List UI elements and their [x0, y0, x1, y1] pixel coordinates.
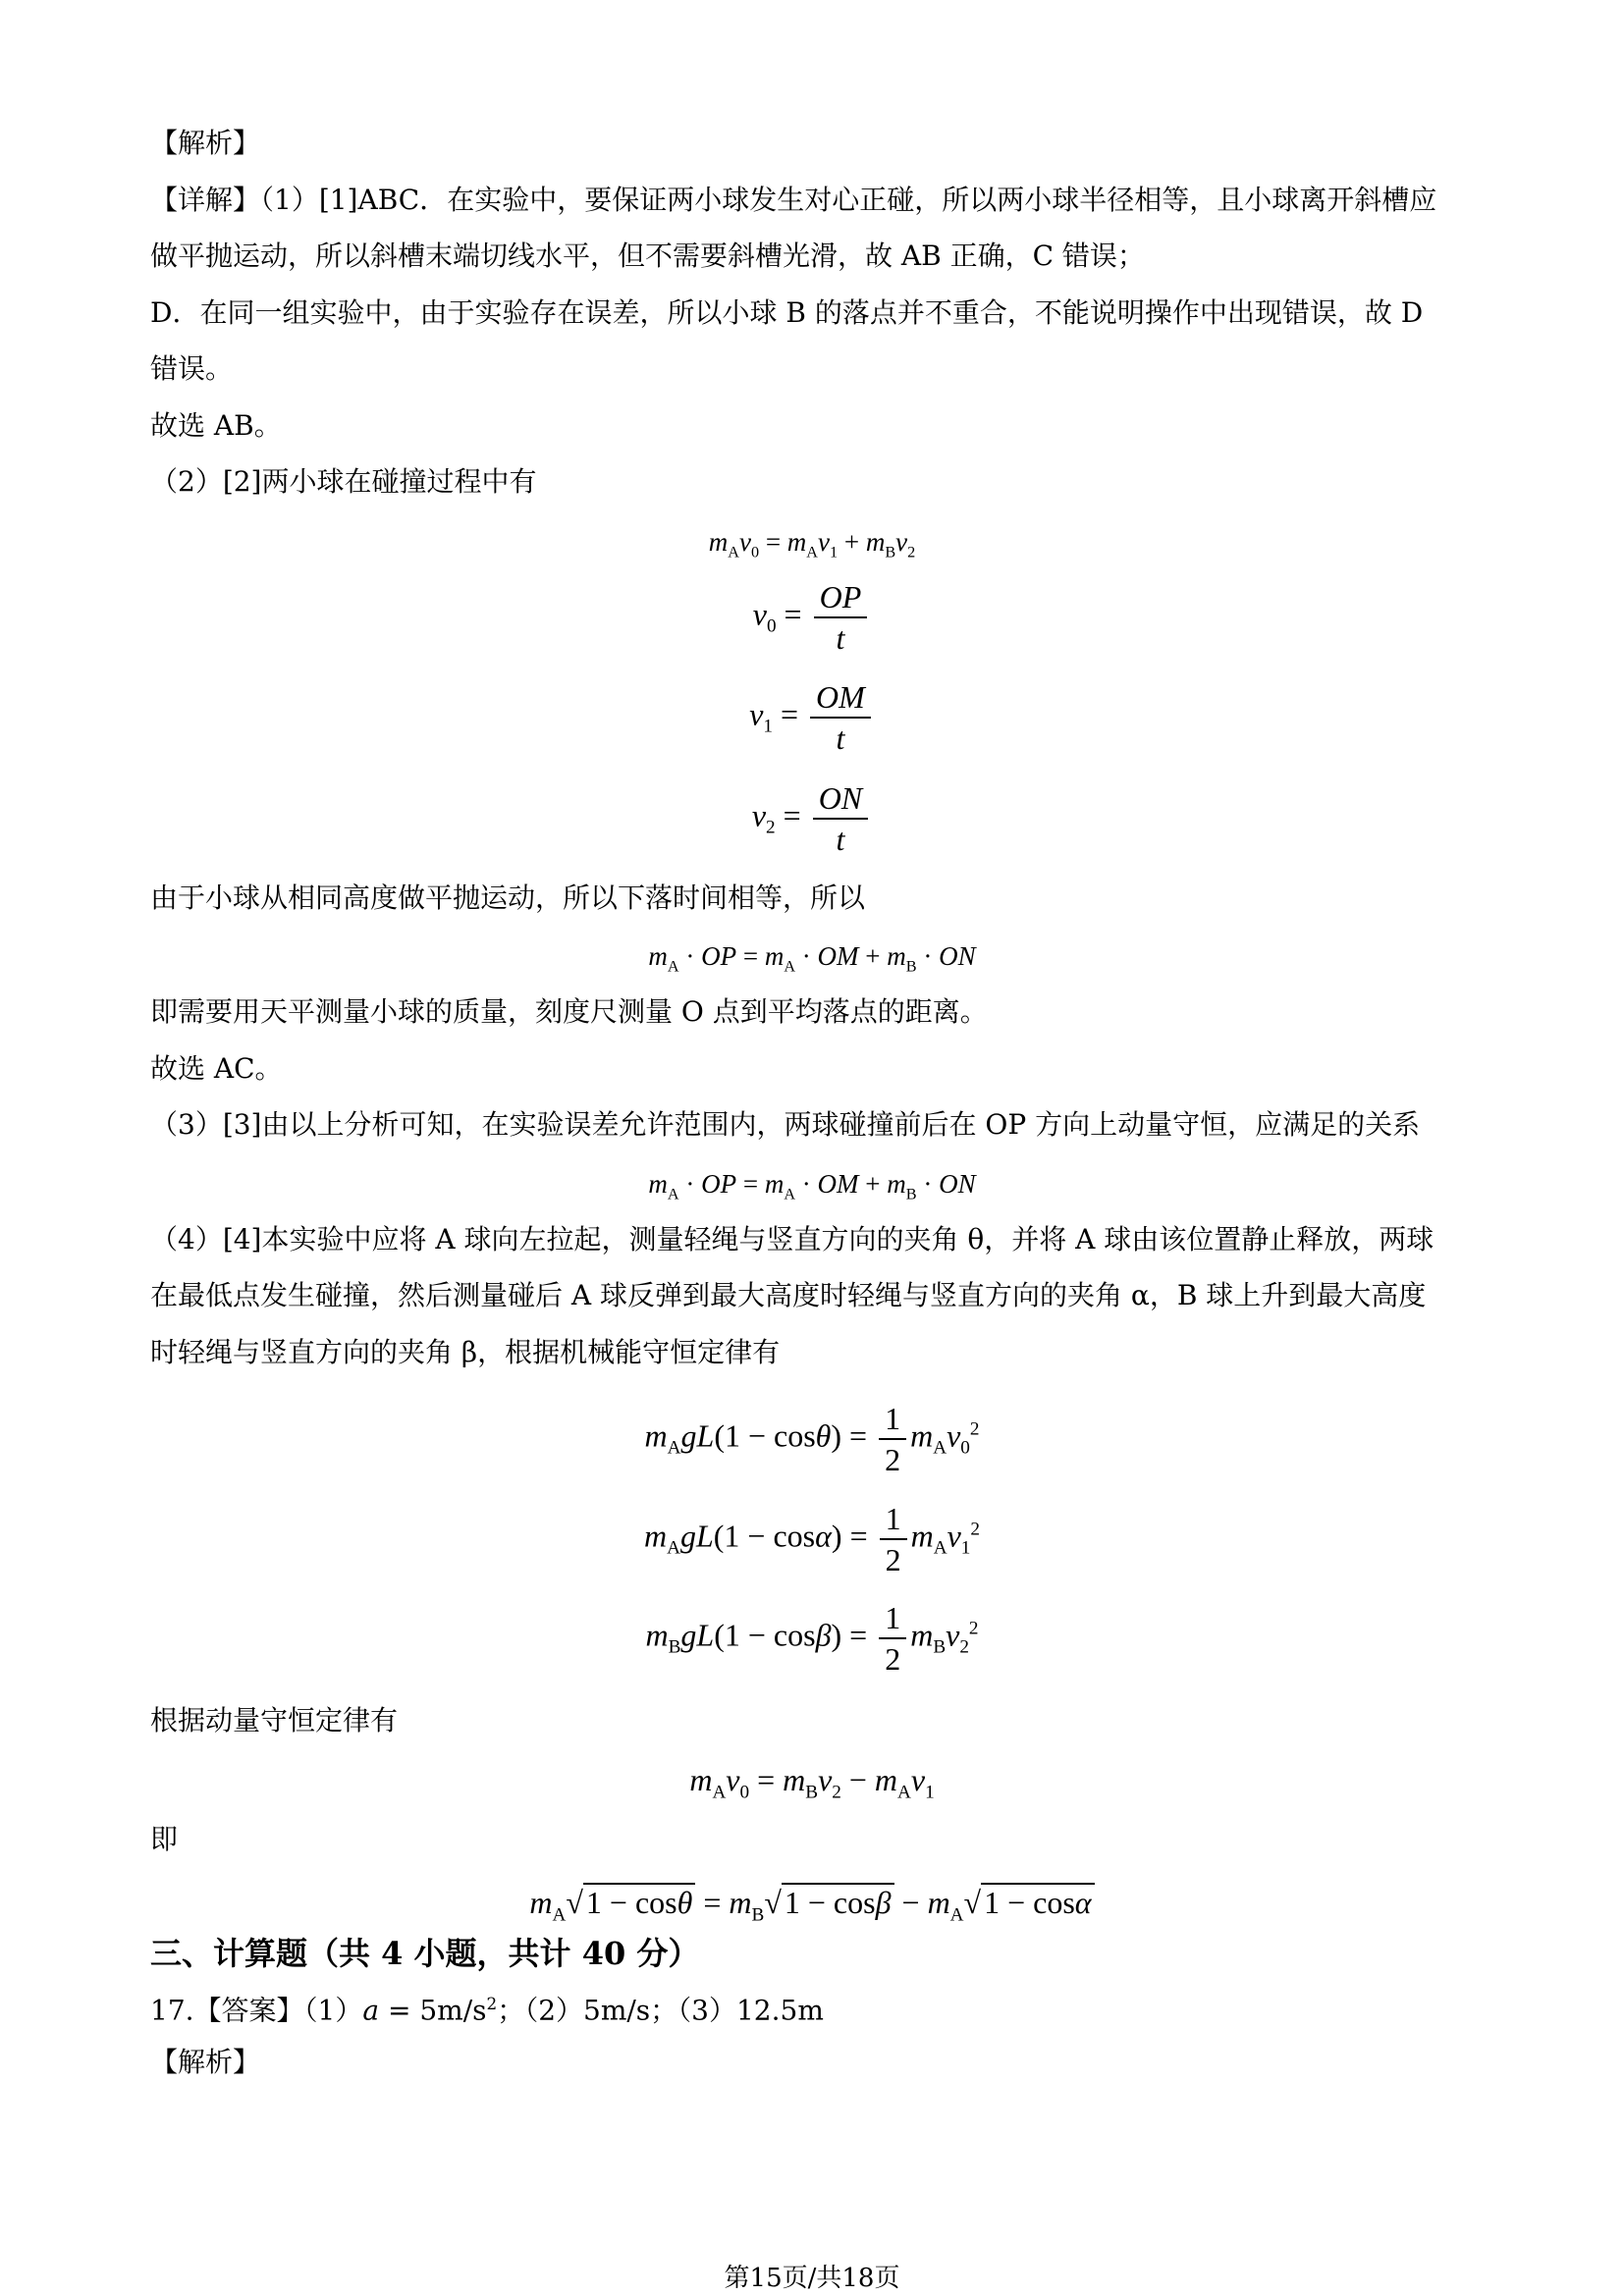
text-line: 根据动量守恒定律有 — [150, 1704, 399, 1736]
equation-v0: $v_0$ = $\frac{OP}{t}$ — [0, 577, 1624, 658]
text-line: 故选 AC。 — [150, 1052, 283, 1085]
equation-final: $m_A√1 - \cos\theta = m_B√1 - \cos\beta - m_A√1 - \cos\alpha$ — [0, 1883, 1624, 1935]
equation-energy-beta: $m_BgL(1 - \cos\beta)$ = $\frac{1}{2}$ $m_Bv_2^2$ — [645, 1600, 979, 1677]
section-heading: 三、计算题（共 4 小题，共计 40 分） — [150, 1935, 700, 1972]
equation-distance: $m_A$ · OP = $m_A$ · OM + $m_B$ · ON — [648, 941, 976, 976]
text-line: 在最低点发生碰撞，然后测量碰后 A 球反弹到最大高度时轻绳与竖直方向的夹角 α，B 球上升到最大高度 — [150, 1279, 1427, 1311]
answer-line: 17.【答案】$(1)a = 5m/s^2$；（2）5m/s；（3）12.5m — [150, 1994, 824, 2027]
text-line: 错误。 — [150, 352, 234, 385]
text-line: D．在同一组实验中，由于实验存在误差，所以小球 B 的落点并不重合，不能说明操作中出现错误，故 D — [150, 296, 1424, 329]
text-line: 做平抛运动，所以斜槽末端切线水平，但不需要斜槽光滑，故 AB 正确，C 错误； — [150, 240, 1145, 272]
text-line: 故选 AB。 — [150, 409, 282, 442]
equation-relation: $m_A$ · OP = $m_A$ · OM + $m_B$ · ON — [648, 1169, 976, 1203]
text-line: 【详解】（1）[1]ABC．在实验中，要保证两小球发生对心正碰，所以两小球半径相等，且小球离开斜槽应 — [150, 184, 1437, 216]
text-line: 即需要用天平测量小球的质量，刻度尺测量 O 点到平均落点的距离。 — [150, 995, 988, 1028]
equation-momentum-conservation: $m_Av_0 = m_Bv_2 - m_Av_1$ — [689, 1762, 935, 1803]
page-number: 第15页/共18页 — [724, 2264, 900, 2293]
text-line: 即 — [150, 1823, 179, 1855]
text-line: （2）[2]两小球在碰撞过程中有 — [150, 465, 537, 498]
text-line: 由于小球从相同高度做平抛运动，所以下落时间相等，所以 — [150, 881, 866, 914]
equation-energy-alpha: $m_AgL(1 - \cos\alpha)$ = $\frac{1}{2}$ $m_Av_1^2$ — [644, 1501, 980, 1577]
text-line: （3）[3]由以上分析可知，在实验误差允许范围内，两球碰撞前后在 OP 方向上动量守恒，应满足的关系 — [150, 1108, 1421, 1141]
text-line: （4）[4]本实验中应将 A 球向左拉起，测量轻绳与竖直方向的夹角 θ，并将 A 球由该位置静止释放，两球 — [150, 1223, 1435, 1255]
text-line: 时轻绳与竖直方向的夹角 β，根据机械能守恒定律有 — [150, 1336, 781, 1368]
equation-momentum: $m_Av_0 = m_Av_1 + m_Bv_2$ — [708, 527, 916, 561]
equation-v1: $v_1$ = $\frac{OM}{t}$ — [0, 677, 1624, 758]
answer-prefix: 17.【答案】（1） — [150, 1994, 363, 2027]
equation-energy-theta: $m_AgL(1 - \cos\theta)$ = $\frac{1}{2}$ $m_Av_0^2$ — [644, 1401, 980, 1477]
equation-v2: $v_2$ = $\frac{ON}{t}$ — [0, 778, 1624, 859]
answer-suffix: ；（2）5m/s；（3）12.5m — [497, 1994, 824, 2027]
analysis-label: 【解析】 — [150, 127, 261, 159]
analysis-label: 【解析】 — [150, 2046, 261, 2078]
